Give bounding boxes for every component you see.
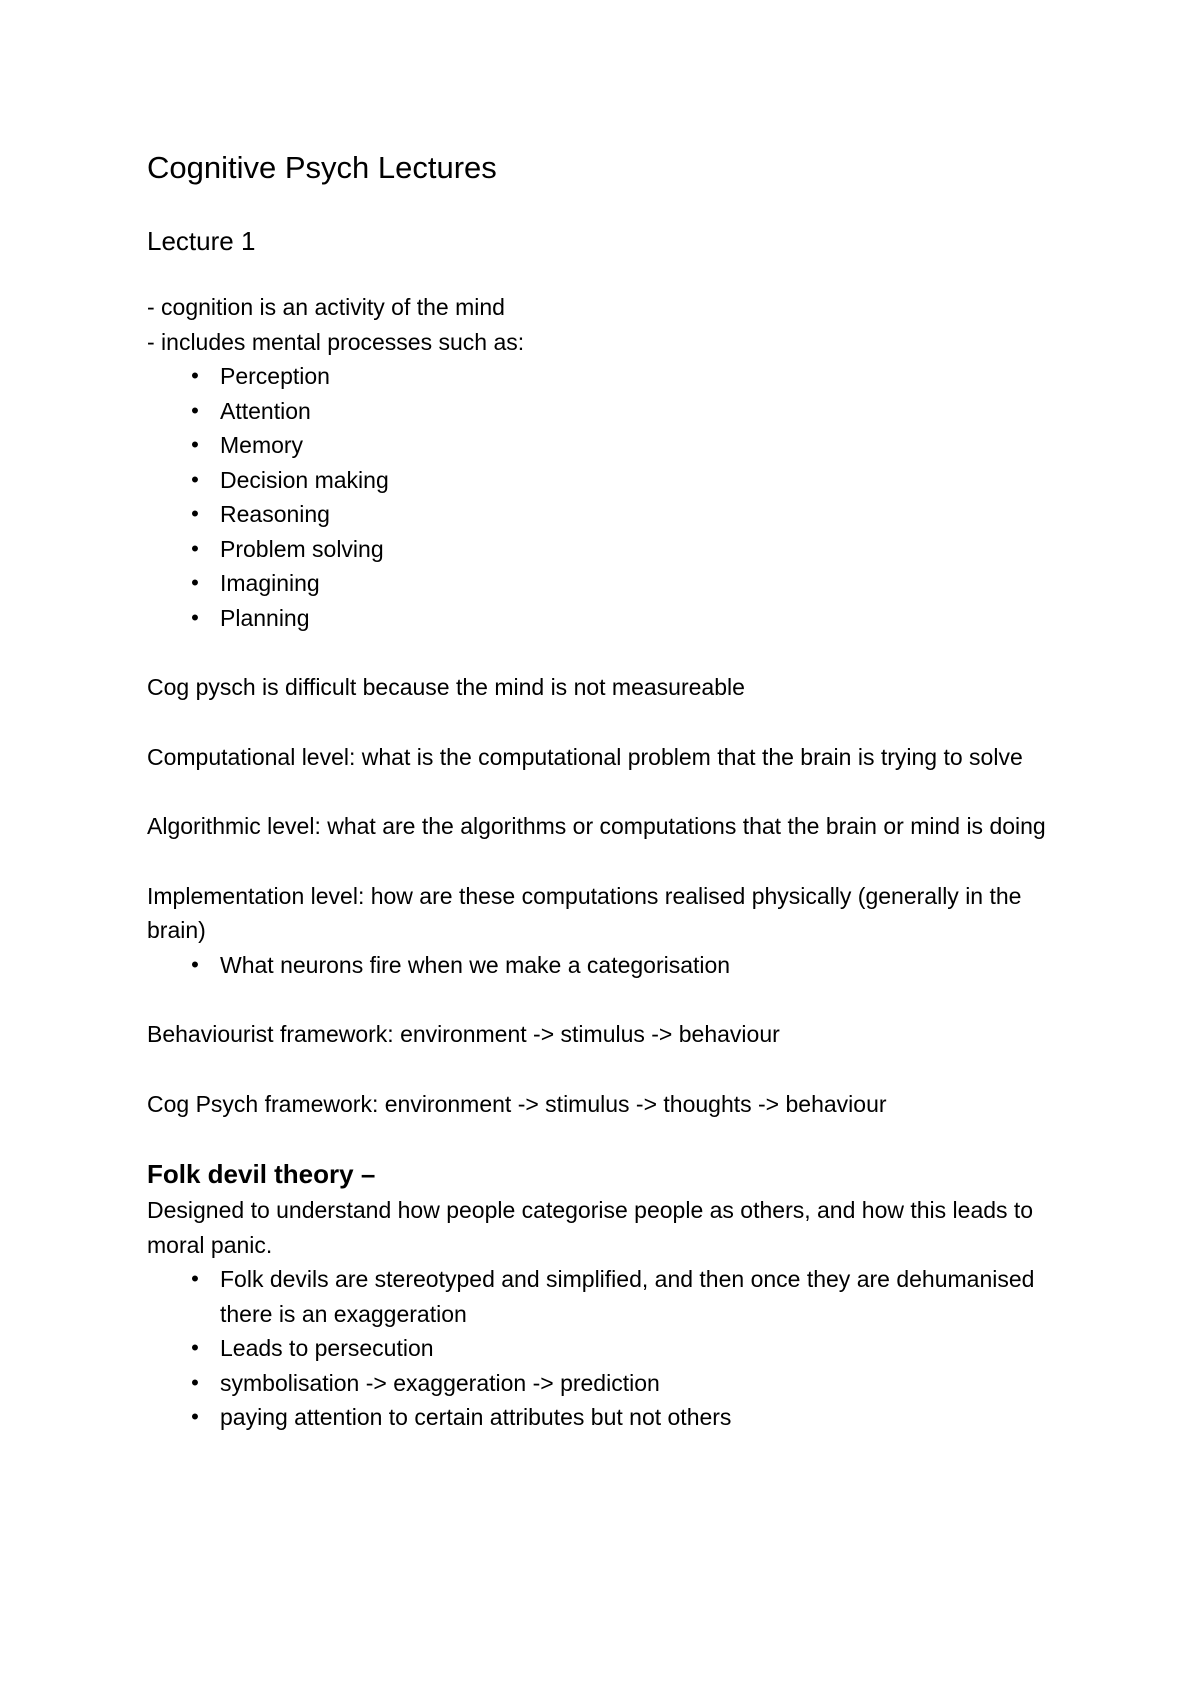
list-item <box>147 566 1067 601</box>
folk-devil-description: Designed to understand how people categorise people as others, and how this leads to moral panic. <box>147 1197 1034 1258</box>
bullet-icon: • <box>191 1335 199 1360</box>
process-list <box>147 359 1067 635</box>
bullet-icon: • <box>191 501 199 526</box>
list-item-text: Folk devils are stereotyped and simplified, and then once they are dehumanised there is an exaggeration <box>220 1266 1035 1327</box>
intro-line: - cognition is an activity of the mind <box>147 294 505 320</box>
computational-level-paragraph: Computational level: what is the computational problem that the brain is trying to solve <box>147 743 1023 770</box>
intro-line: - includes mental processes such as: <box>147 328 525 355</box>
list-item-text: symbolisation -> exaggeration -> prediction <box>220 1369 660 1396</box>
list-item-text: paying attention to certain attributes but not others <box>220 1404 732 1430</box>
list-item-text: Leads to persecution <box>220 1335 434 1361</box>
bullet-icon: • <box>191 570 199 595</box>
bullet-icon: • <box>191 1266 199 1291</box>
list-item-text: Problem solving <box>220 535 384 562</box>
list-item-text: Decision making <box>220 466 389 493</box>
cog-psych-framework-paragraph: Cog Psych framework: environment -> stimulus -> thoughts -> behaviour <box>147 1090 887 1117</box>
lecture-heading: Lecture 1 <box>147 226 256 256</box>
list-item <box>147 1366 1067 1401</box>
list-item-text: Attention <box>220 397 311 424</box>
list-item-text: Imagining <box>220 570 320 596</box>
algorithmic-level-paragraph: Algorithmic level: what are the algorithms or computations that the brain or mind is doing <box>147 813 1046 839</box>
list-item <box>147 1331 1067 1366</box>
bullet-icon: • <box>191 1369 199 1395</box>
list-item <box>147 601 1067 636</box>
list-item <box>147 463 1067 498</box>
list-item-text: Perception <box>220 363 330 389</box>
list-item <box>147 359 1067 394</box>
document-title: Cognitive Psych Lectures <box>147 150 497 185</box>
implementation-list <box>147 948 1067 983</box>
implementation-level-paragraph: Implementation level: how are these computations realised physically (generally in the brain) <box>147 882 1022 943</box>
bullet-icon: • <box>191 535 199 561</box>
list-item <box>147 394 1067 429</box>
bullet-icon: • <box>191 363 199 388</box>
difficulty-paragraph: Cog pysch is difficult because the mind is not measureable <box>147 674 745 700</box>
bullet-icon: • <box>191 397 199 423</box>
bullet-icon: • <box>191 466 199 492</box>
list-item-text: Memory <box>220 432 304 458</box>
list-item-text: Reasoning <box>220 501 330 527</box>
list-item <box>147 1400 1067 1435</box>
document-body <box>147 146 1067 1435</box>
folk-devil-heading: Folk devil theory – <box>147 1159 376 1189</box>
bullet-icon: • <box>191 604 199 630</box>
bullet-icon: • <box>191 951 199 977</box>
folk-devil-list <box>147 1262 1067 1435</box>
list-item-text: Planning <box>220 604 310 631</box>
list-item <box>147 428 1067 463</box>
bullet-icon: • <box>191 1404 199 1429</box>
bullet-icon: • <box>191 432 199 457</box>
list-item <box>147 497 1067 532</box>
list-item-text: What neurons fire when we make a categorisation <box>220 951 731 978</box>
list-item <box>147 1262 1067 1331</box>
list-item <box>147 532 1067 567</box>
list-item <box>147 948 1067 983</box>
behaviourist-framework-paragraph: Behaviourist framework: environment -> stimulus -> behaviour <box>147 1021 780 1047</box>
